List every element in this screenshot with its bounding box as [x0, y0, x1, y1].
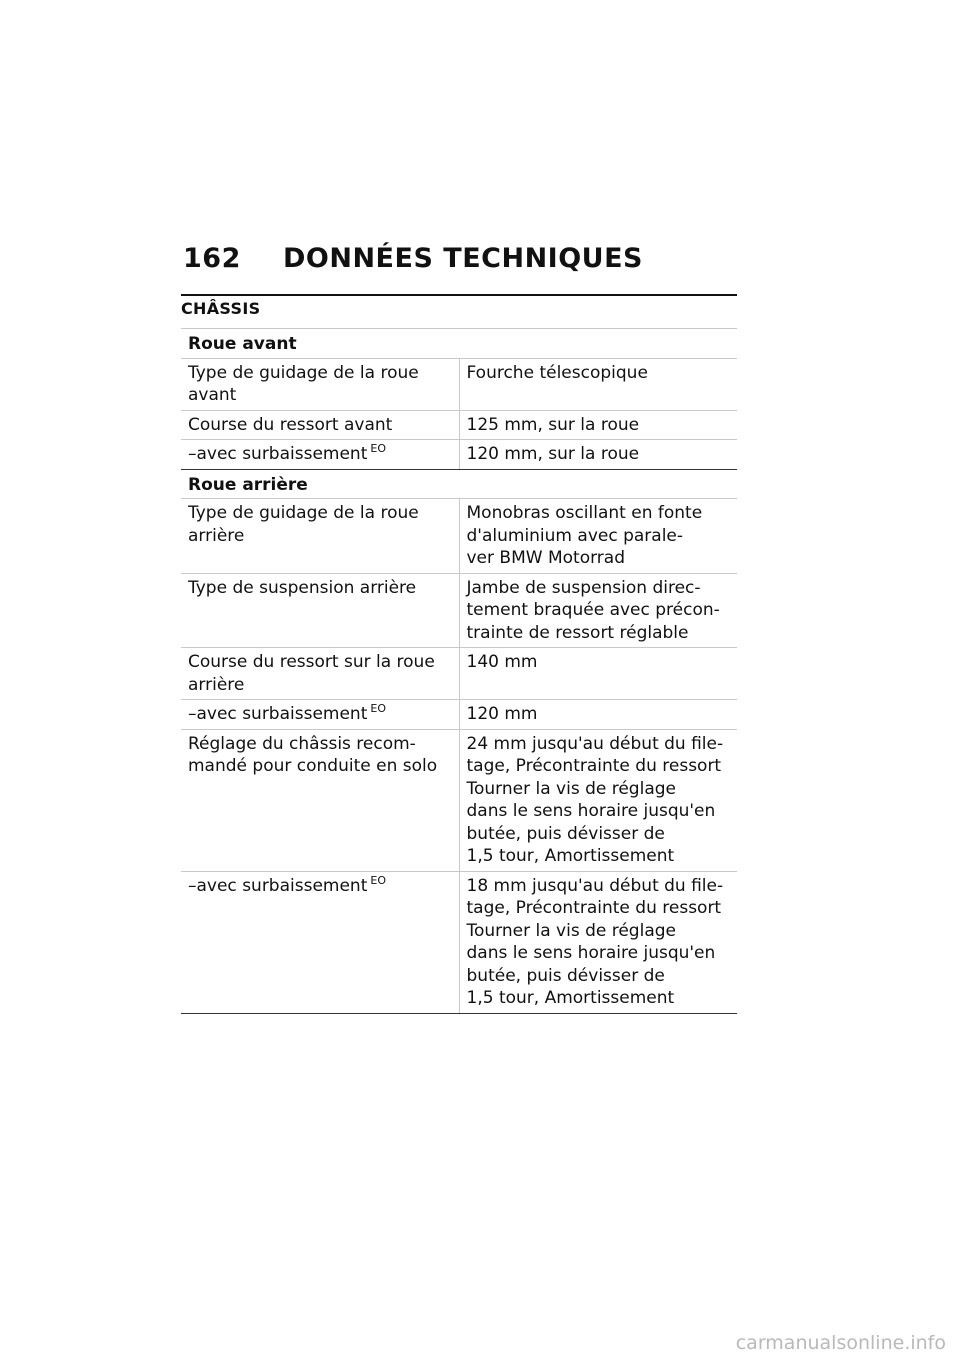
row-value: 18 mm jusqu'au début du file- tage, Précontrainte du ressort Tourner la vis de réglage dans le sens horaire jusqu'en butée, puis dévisser de 1,5 tour, Amortissement: [459, 871, 737, 1013]
table-row: [181, 700, 737, 730]
table-row: [181, 499, 737, 574]
row-value: Jambe de suspension direc- tement braquée avec précon- trainte de ressort réglable: [459, 573, 737, 648]
row-value: 24 mm jusqu'au début du file- tage, Précontrainte du ressort Tourner la vis de réglage dans le sens horaire jusqu'en butée, puis dévisser de 1,5 tour, Amortissement: [459, 729, 737, 871]
row-value: 120 mm: [459, 700, 737, 730]
section-title: CHÂSSIS: [181, 299, 261, 318]
row-label: –avec surbaissement $^{EO}$: [181, 700, 459, 730]
spec-table: [181, 328, 737, 1014]
row-value: 125 mm, sur la roue: [459, 410, 737, 440]
row-label: Type de guidage de la roue avant: [181, 358, 459, 410]
row-value: Fourche télescopique: [459, 358, 737, 410]
group-title: Roue avant: [181, 329, 737, 359]
table-row: [181, 729, 737, 871]
row-label: –avec surbaissement $^{EO}$: [181, 440, 459, 470]
group-header-front-wheel: [181, 329, 737, 359]
row-value: Monobras oscillant en fonte d'aluminium avec parale- ver BMW Motorrad: [459, 499, 737, 574]
table-row: [181, 358, 737, 410]
table-row: [181, 440, 737, 470]
row-label: Réglage du châssis recom- mandé pour conduite en solo: [181, 729, 459, 871]
footnote-marker: EO: [370, 442, 386, 455]
row-label: Type de suspension arrière: [181, 573, 459, 648]
watermark: carmanualsonline.info: [735, 1332, 946, 1354]
footnote-marker: EO: [370, 702, 386, 715]
row-label: Type de guidage de la roue arrière: [181, 499, 459, 574]
row-label: –avec surbaissement $^{EO}$: [181, 871, 459, 1013]
page-number: 162: [183, 243, 241, 274]
group-header-rear-wheel: [181, 469, 737, 499]
header-rule: [181, 294, 737, 296]
table-row: [181, 410, 737, 440]
table-row: [181, 648, 737, 700]
row-value: 140 mm: [459, 648, 737, 700]
group-title: Roue arrière: [181, 469, 737, 499]
table-row: [181, 573, 737, 648]
row-value: 120 mm, sur la roue: [459, 440, 737, 470]
row-label: Course du ressort avant: [181, 410, 459, 440]
row-label: Course du ressort sur la roue arrière: [181, 648, 459, 700]
table-row: [181, 871, 737, 1013]
footnote-marker: EO: [370, 873, 386, 887]
chapter-title: DONNÉES TECHNIQUES: [283, 243, 643, 274]
page-header: [183, 243, 643, 274]
